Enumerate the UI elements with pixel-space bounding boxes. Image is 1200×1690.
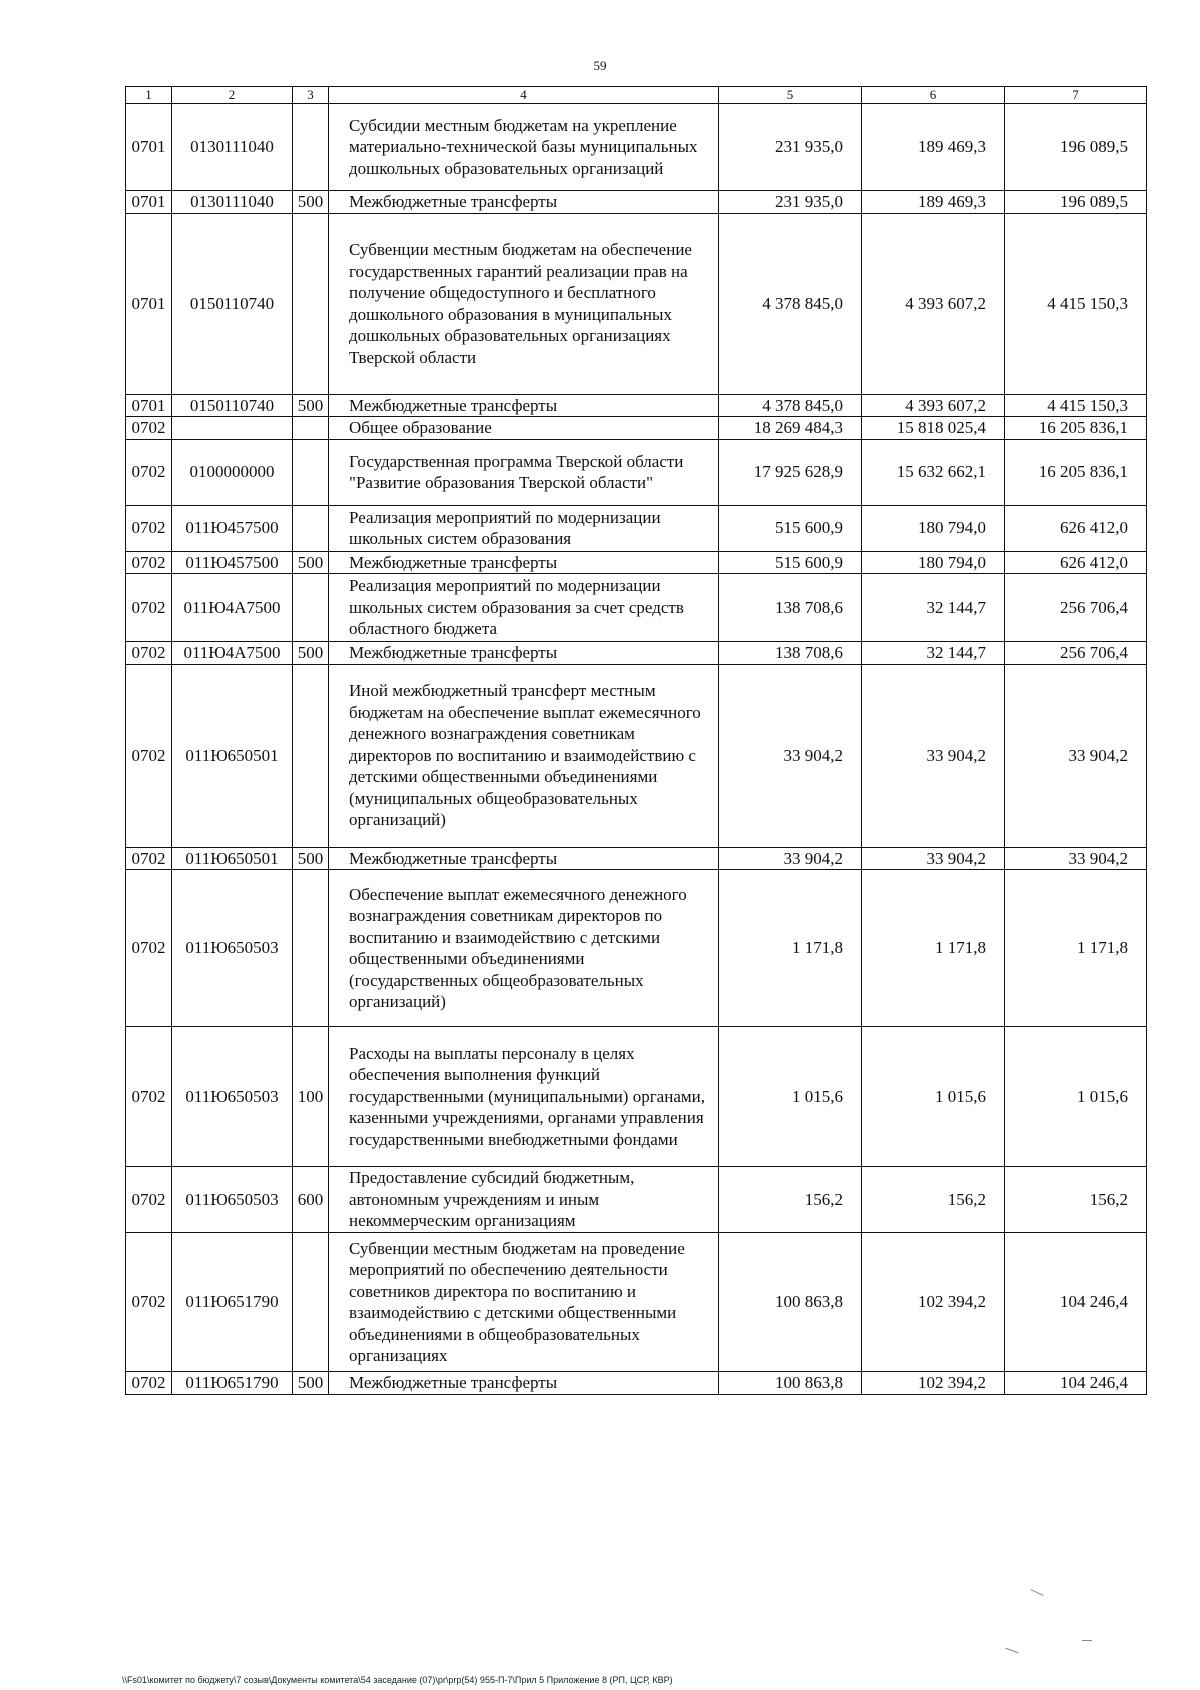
amount-col6: 33 904,2	[862, 664, 1005, 847]
expense-type-code	[293, 505, 329, 551]
expense-type-code: 500	[293, 191, 329, 214]
row-description: Межбюджетные трансферты	[329, 642, 719, 665]
table-row	[126, 642, 1147, 665]
expense-type-code: 600	[293, 1167, 329, 1233]
row-description: Расходы на выплаты персоналу в целях обеспечения выполнения функций государственными (муниципальными) органами, казенными учреждениями, органами управления государственными внебюджетными фондами	[329, 1027, 719, 1167]
table-row	[126, 394, 1147, 417]
target-article-code: 0130111040	[172, 104, 293, 191]
row-description: Обеспечение выплат ежемесячного денежного вознаграждения советникам директоров по воспитанию и взаимодействию с детскими общественными объединениями (государственных общеобразовательных организаций)	[329, 870, 719, 1027]
amount-col5: 138 708,6	[719, 642, 862, 665]
section-code: 0702	[126, 439, 172, 505]
amount-col7: 626 412,0	[1005, 505, 1147, 551]
table-row	[126, 870, 1147, 1027]
amount-col5: 231 935,0	[719, 191, 862, 214]
section-code: 0702	[126, 1027, 172, 1167]
amount-col7: 4 415 150,3	[1005, 394, 1147, 417]
row-description: Общее образование	[329, 417, 719, 440]
footer-file-path: \\Fs01\комитет по бюджету\7 созыв\Документы комитета\54 заседание (07)\pr\prр(54) 955-П-7\Прил 5 Приложение 8 (РП, ЦСР, КВР)	[122, 1675, 673, 1685]
amount-col7: 16 205 836,1	[1005, 417, 1147, 440]
column-header: 4	[329, 87, 719, 104]
amount-col5: 17 925 628,9	[719, 439, 862, 505]
column-header: 7	[1005, 87, 1147, 104]
amount-col5: 33 904,2	[719, 847, 862, 870]
row-description: Предоставление субсидий бюджетным, автономным учреждениям и иным некоммерческим организациям	[329, 1167, 719, 1233]
table-row	[126, 1233, 1147, 1372]
section-code: 0702	[126, 505, 172, 551]
column-header: 6	[862, 87, 1005, 104]
expense-type-code: 500	[293, 394, 329, 417]
amount-col6: 1 015,6	[862, 1027, 1005, 1167]
expense-type-code: 500	[293, 1372, 329, 1395]
amount-col7: 33 904,2	[1005, 664, 1147, 847]
target-article-code: 011Ю457500	[172, 505, 293, 551]
expense-type-code	[293, 417, 329, 440]
section-code: 0702	[126, 1233, 172, 1372]
amount-col7: 33 904,2	[1005, 847, 1147, 870]
amount-col5: 4 378 845,0	[719, 213, 862, 394]
page-number: 59	[593, 58, 607, 73]
section-code: 0702	[126, 870, 172, 1027]
amount-col7: 256 706,4	[1005, 642, 1147, 665]
target-article-code: 011Ю4А7500	[172, 642, 293, 665]
expense-type-code	[293, 574, 329, 642]
amount-col7: 104 246,4	[1005, 1372, 1147, 1395]
section-code: 0701	[126, 394, 172, 417]
column-header: 1	[126, 87, 172, 104]
amount-col6: 102 394,2	[862, 1372, 1005, 1395]
amount-col6: 189 469,3	[862, 104, 1005, 191]
row-description: Государственная программа Тверской области "Развитие образования Тверской области"	[329, 439, 719, 505]
amount-col7: 196 089,5	[1005, 104, 1147, 191]
row-description: Межбюджетные трансферты	[329, 551, 719, 574]
target-article-code: 0150110740	[172, 394, 293, 417]
table-row	[126, 1167, 1147, 1233]
expense-type-code	[293, 664, 329, 847]
amount-col7: 4 415 150,3	[1005, 213, 1147, 394]
amount-col6: 180 794,0	[862, 505, 1005, 551]
table-row	[126, 1027, 1147, 1167]
amount-col7: 156,2	[1005, 1167, 1147, 1233]
target-article-code: 011Ю457500	[172, 551, 293, 574]
table-row	[126, 213, 1147, 394]
target-article-code: 0130111040	[172, 191, 293, 214]
column-header: 2	[172, 87, 293, 104]
scan-artifact	[1005, 1648, 1018, 1654]
amount-col7: 1 171,8	[1005, 870, 1147, 1027]
amount-col6: 15 632 662,1	[862, 439, 1005, 505]
amount-col5: 4 378 845,0	[719, 394, 862, 417]
amount-col6: 189 469,3	[862, 191, 1005, 214]
row-description: Межбюджетные трансферты	[329, 191, 719, 214]
amount-col7: 196 089,5	[1005, 191, 1147, 214]
target-article-code: 011Ю650503	[172, 1027, 293, 1167]
table-row	[126, 439, 1147, 505]
amount-col5: 33 904,2	[719, 664, 862, 847]
target-article-code: 011Ю651790	[172, 1372, 293, 1395]
table-header-row	[126, 87, 1147, 104]
expense-type-code: 500	[293, 551, 329, 574]
expense-type-code: 500	[293, 847, 329, 870]
target-article-code: 011Ю650501	[172, 847, 293, 870]
row-description: Субвенции местным бюджетам на обеспечение государственных гарантий реализации прав на получение общедоступного и бесплатного дошкольного образования в муниципальных дошкольных образовательных организациях Тверской области	[329, 213, 719, 394]
scan-artifact	[1030, 1589, 1043, 1596]
amount-col7: 104 246,4	[1005, 1233, 1147, 1372]
amount-col6: 33 904,2	[862, 847, 1005, 870]
target-article-code: 011Ю651790	[172, 1233, 293, 1372]
table-row	[126, 505, 1147, 551]
table-row	[126, 417, 1147, 440]
amount-col5: 138 708,6	[719, 574, 862, 642]
row-description: Реализация мероприятий по модернизации школьных систем образования за счет средств областного бюджета	[329, 574, 719, 642]
amount-col5: 515 600,9	[719, 505, 862, 551]
amount-col6: 15 818 025,4	[862, 417, 1005, 440]
section-code: 0701	[126, 104, 172, 191]
expense-type-code	[293, 870, 329, 1027]
budget-table	[125, 86, 1147, 1395]
section-code: 0702	[126, 1167, 172, 1233]
column-header: 3	[293, 87, 329, 104]
expense-type-code	[293, 213, 329, 394]
amount-col5: 231 935,0	[719, 104, 862, 191]
table-row	[126, 1372, 1147, 1395]
amount-col5: 100 863,8	[719, 1233, 862, 1372]
section-code: 0702	[126, 417, 172, 440]
row-description: Субвенции местным бюджетам на проведение мероприятий по обеспечению деятельности советников директора по воспитанию и взаимодействию с детскими общественными объединениями в общеобразовательных организациях	[329, 1233, 719, 1372]
row-description: Межбюджетные трансферты	[329, 1372, 719, 1395]
amount-col6: 4 393 607,2	[862, 394, 1005, 417]
expense-type-code: 100	[293, 1027, 329, 1167]
amount-col6: 4 393 607,2	[862, 213, 1005, 394]
column-header: 5	[719, 87, 862, 104]
amount-col6: 1 171,8	[862, 870, 1005, 1027]
amount-col7: 1 015,6	[1005, 1027, 1147, 1167]
table-row	[126, 847, 1147, 870]
section-code: 0702	[126, 847, 172, 870]
target-article-code: 0150110740	[172, 213, 293, 394]
expense-type-code	[293, 104, 329, 191]
table-row	[126, 551, 1147, 574]
amount-col7: 16 205 836,1	[1005, 439, 1147, 505]
target-article-code: 011Ю4А7500	[172, 574, 293, 642]
row-description: Иной межбюджетный трансферт местным бюджетам на обеспечение выплат ежемесячного денежного вознаграждения советникам директоров по воспитанию и взаимодействию с детскими общественными объединениями (муниципальных общеобразовательных организаций)	[329, 664, 719, 847]
amount-col6: 180 794,0	[862, 551, 1005, 574]
target-article-code: 011Ю650503	[172, 870, 293, 1027]
amount-col5: 100 863,8	[719, 1372, 862, 1395]
table-row	[126, 104, 1147, 191]
table-row	[126, 664, 1147, 847]
table-row	[126, 191, 1147, 214]
section-code: 0702	[126, 664, 172, 847]
target-article-code: 011Ю650501	[172, 664, 293, 847]
amount-col5: 18 269 484,3	[719, 417, 862, 440]
target-article-code: 0100000000	[172, 439, 293, 505]
row-description: Реализация мероприятий по модернизации школьных систем образования	[329, 505, 719, 551]
section-code: 0702	[126, 574, 172, 642]
expense-type-code	[293, 439, 329, 505]
section-code: 0702	[126, 551, 172, 574]
expense-type-code: 500	[293, 642, 329, 665]
section-code: 0702	[126, 1372, 172, 1395]
amount-col5: 1 015,6	[719, 1027, 862, 1167]
row-description: Субсидии местным бюджетам на укрепление материально-технической базы муниципальных дошкольных образовательных организаций	[329, 104, 719, 191]
table-row	[126, 574, 1147, 642]
amount-col6: 32 144,7	[862, 642, 1005, 665]
section-code: 0701	[126, 191, 172, 214]
amount-col7: 626 412,0	[1005, 551, 1147, 574]
row-description: Межбюджетные трансферты	[329, 847, 719, 870]
section-code: 0702	[126, 642, 172, 665]
amount-col5: 1 171,8	[719, 870, 862, 1027]
amount-col6: 102 394,2	[862, 1233, 1005, 1372]
expense-type-code	[293, 1233, 329, 1372]
amount-col5: 156,2	[719, 1167, 862, 1233]
target-article-code: 011Ю650503	[172, 1167, 293, 1233]
amount-col5: 515 600,9	[719, 551, 862, 574]
amount-col6: 32 144,7	[862, 574, 1005, 642]
scan-artifact	[1082, 1640, 1092, 1641]
amount-col7: 256 706,4	[1005, 574, 1147, 642]
amount-col6: 156,2	[862, 1167, 1005, 1233]
section-code: 0701	[126, 213, 172, 394]
target-article-code	[172, 417, 293, 440]
row-description: Межбюджетные трансферты	[329, 394, 719, 417]
